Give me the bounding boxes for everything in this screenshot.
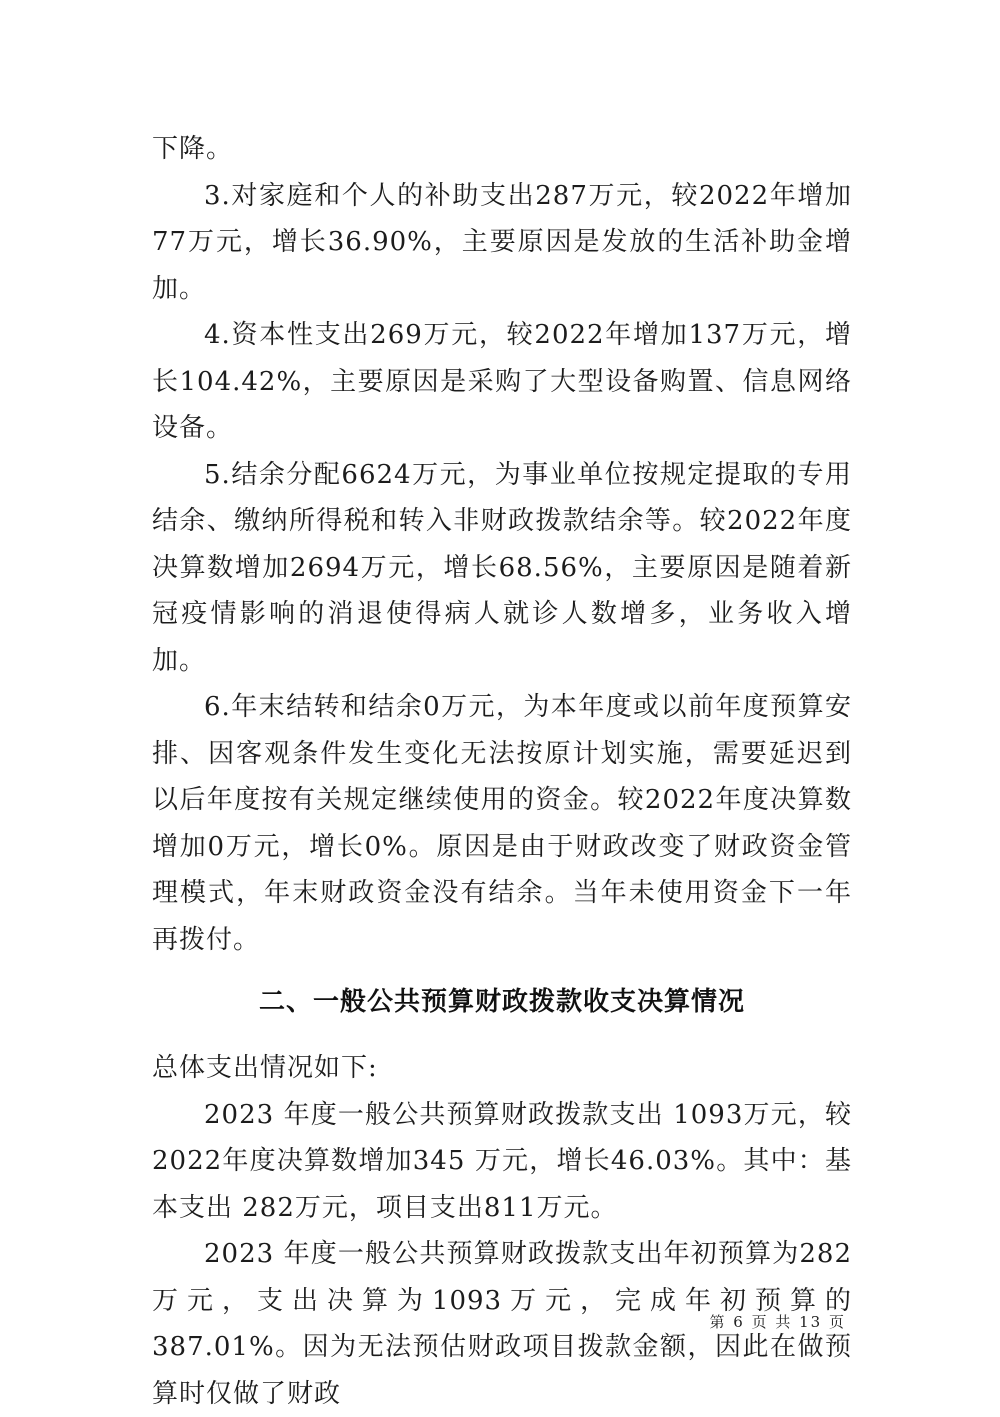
paragraph: 4.资本性支出269万元，较2022年增加137万元，增长104.42%，主要原因是采购了大型设备购置、信息网络设备。 — [152, 320, 852, 443]
paragraph: 下降。 — [152, 134, 234, 164]
paragraph: 2023 年度一般公共预算财政拨款支出 1093万元，较2022年度决算数增加345 万元，增长46.03%。其中：基本支出 282万元，项目支出811万元。 — [152, 1099, 852, 1223]
paragraph: 6.年末结转和结余0万元，为本年度或以前年度预算安排、因客观条件发生变化无法按原计划实施，需要延迟到以后年度按有关规定继续使用的资金。较2022年度决算数增加0万元，增长0%。原因是由于财政改变了财政资金管理模式，年末财政资金没有结余。当年未使用资金下一年再拨付。 — [152, 692, 852, 955]
paragraph: 5.结余分配6624万元，为事业单位按规定提取的专用结余、缴纳所得税和转入非财政拨款结余等。较2022年度决算数增加2694万元，增长68.56%，主要原因是随着新冠疫情影响的消退使得病人就诊人数增多，业务收入增加。 — [152, 459, 852, 676]
page-number: 第 6 页 共 13 页 — [709, 1313, 846, 1331]
document-body — [152, 126, 852, 1417]
paragraph: 总体支出情况如下: — [152, 1053, 378, 1083]
paragraph: 2023 年度一般公共预算财政拨款支出年初预算为282万元，支出决算为1093万元，完成年初预算的387.01%。因为无法预估财政项目拨款金额，因此在做预算时仅做了财政 — [152, 1239, 852, 1409]
section-heading: 二、一般公共预算财政拨款收支决算情况 — [258, 987, 745, 1017]
paragraph: 3.对家庭和个人的补助支出287万元，较2022年增加77万元，增长36.90%，主要原因是发放的生活补助金增加。 — [152, 180, 852, 304]
